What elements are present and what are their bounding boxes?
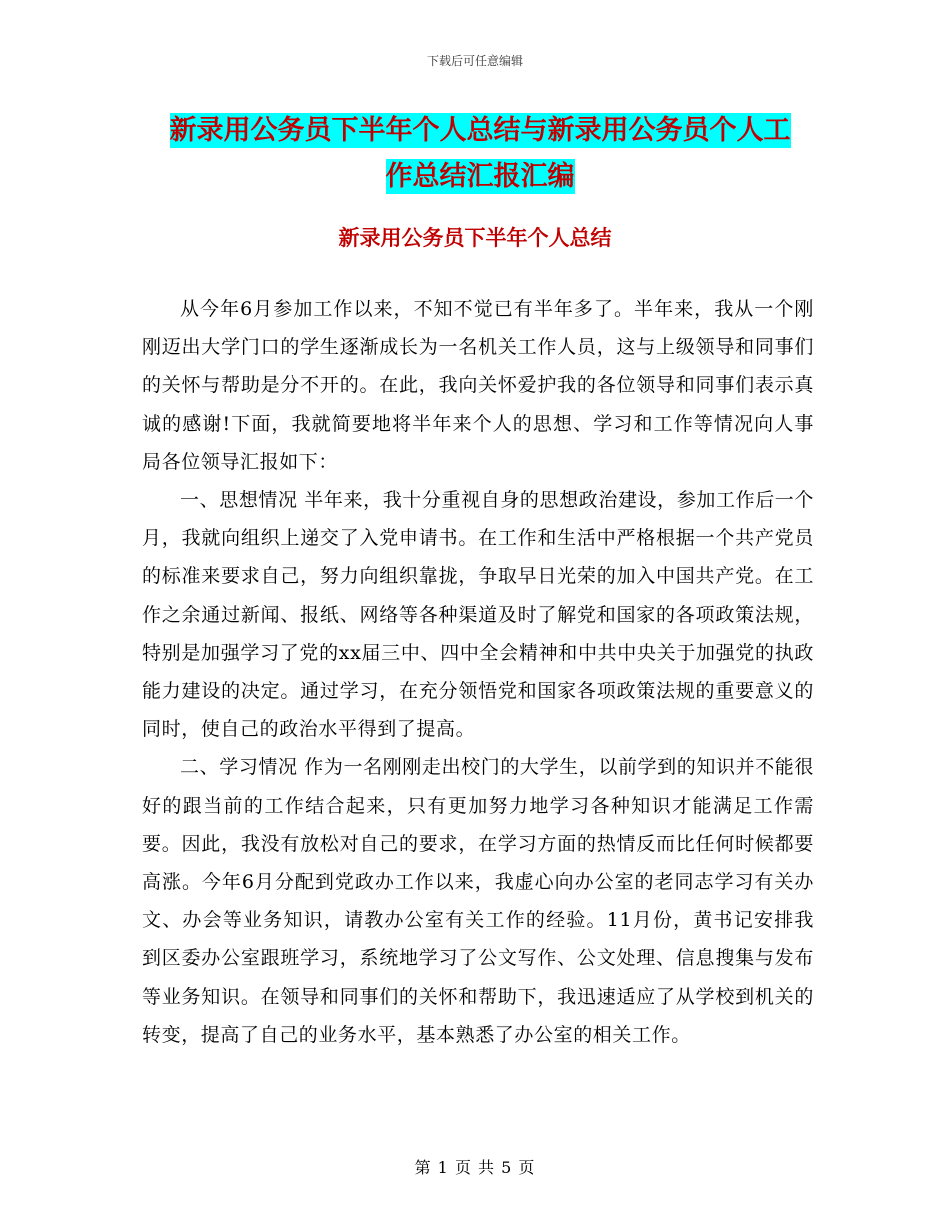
page-number: 第 1 页 共 5 页: [414, 1158, 536, 1177]
page-header-note: 下载后可任意编辑: [426, 54, 523, 68]
paragraph-intro: 从今年6月参加工作以来，不知不觉已有半年多了。半年来，我从一个刚刚迈出大学门口的学生逐渐成长为一名机关工作人员，这与上级领导和同事们的关怀与帮助是分不开的。在此，我向关怀爱护我的各位领导和同事们表示真诚的感谢!下面，我就简要地将半年来个人的思想、学习和工作等情况向人事局各位领导汇报如下：: [142, 298, 814, 473]
document-title-line-2: 作总结汇报汇编: [385, 161, 575, 192]
paragraph-thought: 一、思想情况 半年来，我十分重视自身的思想政治建设，参加工作后一个月，我就向组织上递交了入党申请书。在工作和生活中严格根据一个共产党员的标准来要求自己，努力向组织靠拢，争取早日光荣的加入中国共产党。在工作之余通过新闻、报纸、网络等各种渠道及时了解党和国家的各项政策法规，特别是加强学习了党的xx届三中、四中全会精神和中共中央关于加强党的执政能力建设的决定。通过学习，在充分领悟党和国家各项政策法规的重要意义的同时，使自己的政治水平得到了提高。: [142, 489, 814, 741]
document-title-line-1: 新录用公务员下半年个人总结与新录用公务员个人工: [169, 115, 791, 146]
document-body: [142, 290, 814, 1054]
section-title: 新录用公务员下半年个人总结: [338, 226, 612, 250]
paragraph-study: 二、学习情况 作为一名刚刚走出校门的大学生，以前学到的知识并不能很好的跟当前的工作结合起来，只有更加努力地学习各种知识才能满足工作需要。因此，我没有放松对自己的要求，在学习方面的热情反而比任何时候都要高涨。今年6月分配到党政办工作以来，我虚心向办公室的老同志学习有关办文、办会等业务知识，请教办公室有关工作的经验。11月份，黄书记安排我到区委办公室跟班学习，系统地学习了公文写作、公文处理、信息搜集与发布等业务知识。在领导和同事们的关怀和帮助下，我迅速适应了从学校到机关的转变，提高了自己的业务水平，基本熟悉了办公室的相关工作。: [142, 756, 814, 1046]
document-title: [140, 108, 820, 200]
